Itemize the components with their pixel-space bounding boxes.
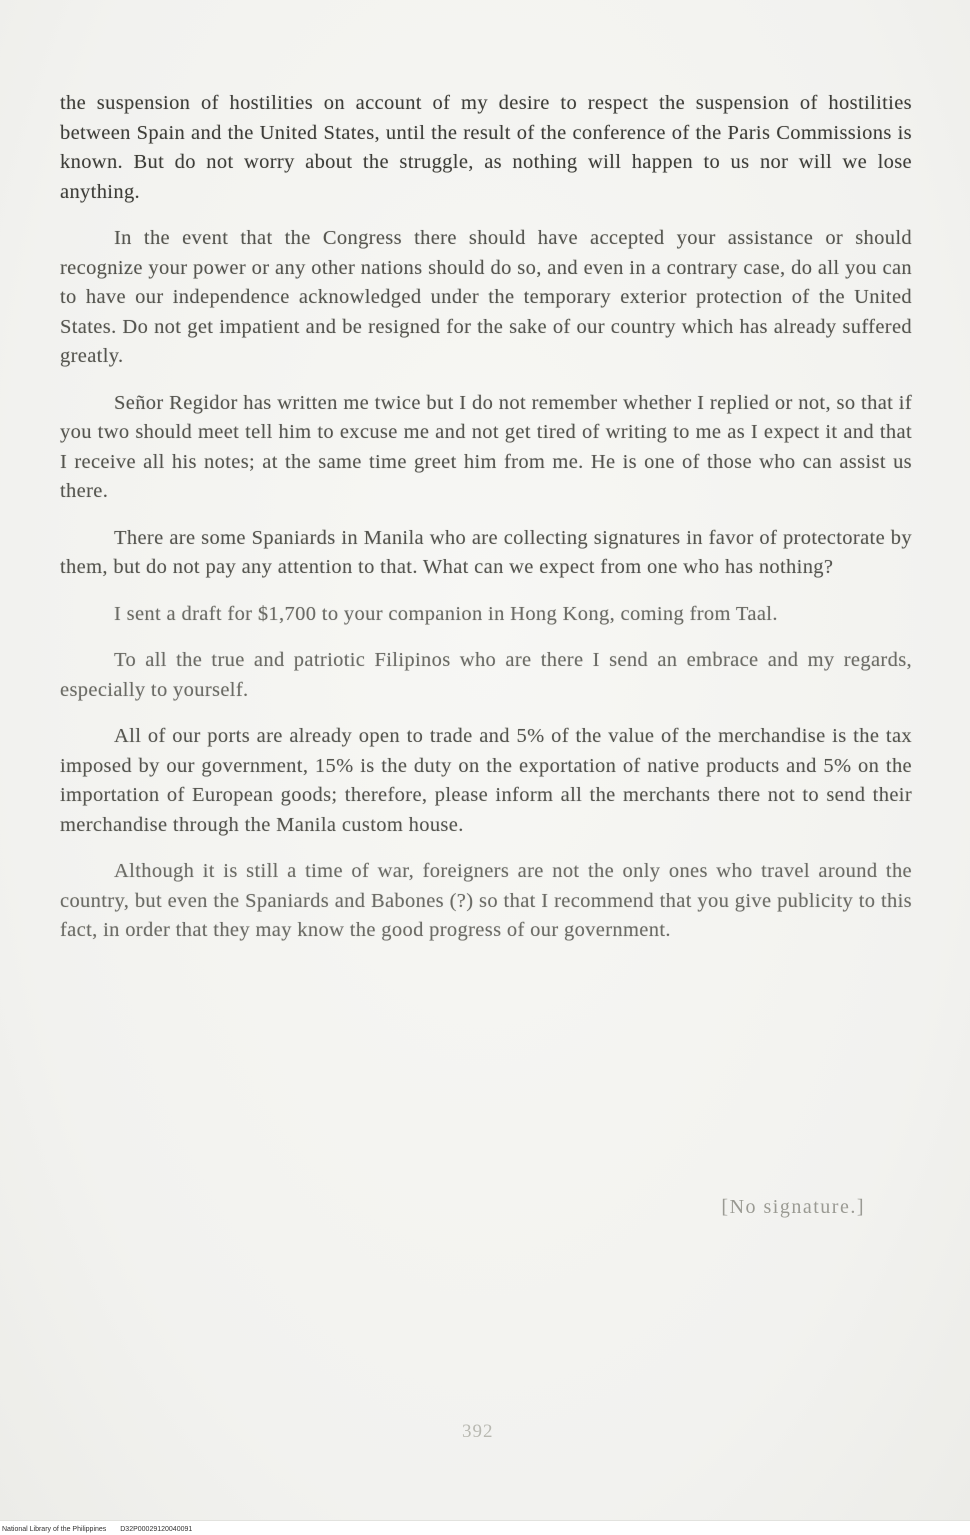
paragraph-3: Señor Regidor has written me twice but I do not remember whether I replied or not, so that if you two should meet tell him to excuse me and not get tired of writing to me as I expect it and that I receive all his notes; at the same time greet him from me. He is one of those who can assist us there. [60, 391, 912, 502]
signature-note: [No signature.] [721, 1196, 865, 1218]
paragraph-5: I sent a draft for $1,700 to your companion in Hong Kong, coming from Taal. [114, 602, 778, 625]
paragraph-1: the suspension of hostilities on account of my desire to respect the suspension of hostilities between Spain and the United States, until the result of the conference of the Paris Commissions is known. But do not worry about the struggle, as nothing will happen to us nor will we lose anything. [60, 92, 912, 203]
footer-source: National Library of the Philippines [2, 1526, 107, 1533]
paragraph-6: To all the true and patriotic Filipinos who are there I send an embrace and my regards, especially to yourself. [60, 649, 912, 701]
archive-footer [0, 1520, 970, 1535]
paragraph-7: All of our ports are already open to trade and 5% of the value of the merchandise is the tax imposed by our government, 15% is the duty on the exportation of native products and 5% on the importation of European goods; therefore, please inform all the merchants there not to send their merchandise through the Manila custom house. [60, 725, 912, 836]
paragraph-8: Although it is still a time of war, foreigners are not the only ones who travel around the country, but even the Spaniards and Babones (?) so that I recommend that you give publicity to this fact, in order that they may know the good progress of our government. [60, 860, 912, 941]
footer-text [2, 1526, 204, 1533]
footer-reference: D32P00029120040091 [120, 1526, 193, 1533]
paragraph-2: In the event that the Congress there should have accepted your assistance or should recognize your power or any other nations should do so, and even in a contrary case, do all you can to have our independence acknowledged under the temporary exterior protection of the United States. Do not get impatient and be resigned for the sake of our country which has already suffered greatly. [60, 227, 912, 367]
page-number: 392 [462, 1421, 494, 1442]
paragraph-4: There are some Spaniards in Manila who are collecting signatures in favor of protectorate by them, but do not pay any attention to that. What can we expect from one who has nothing? [60, 526, 912, 578]
letter-body [60, 89, 912, 963]
